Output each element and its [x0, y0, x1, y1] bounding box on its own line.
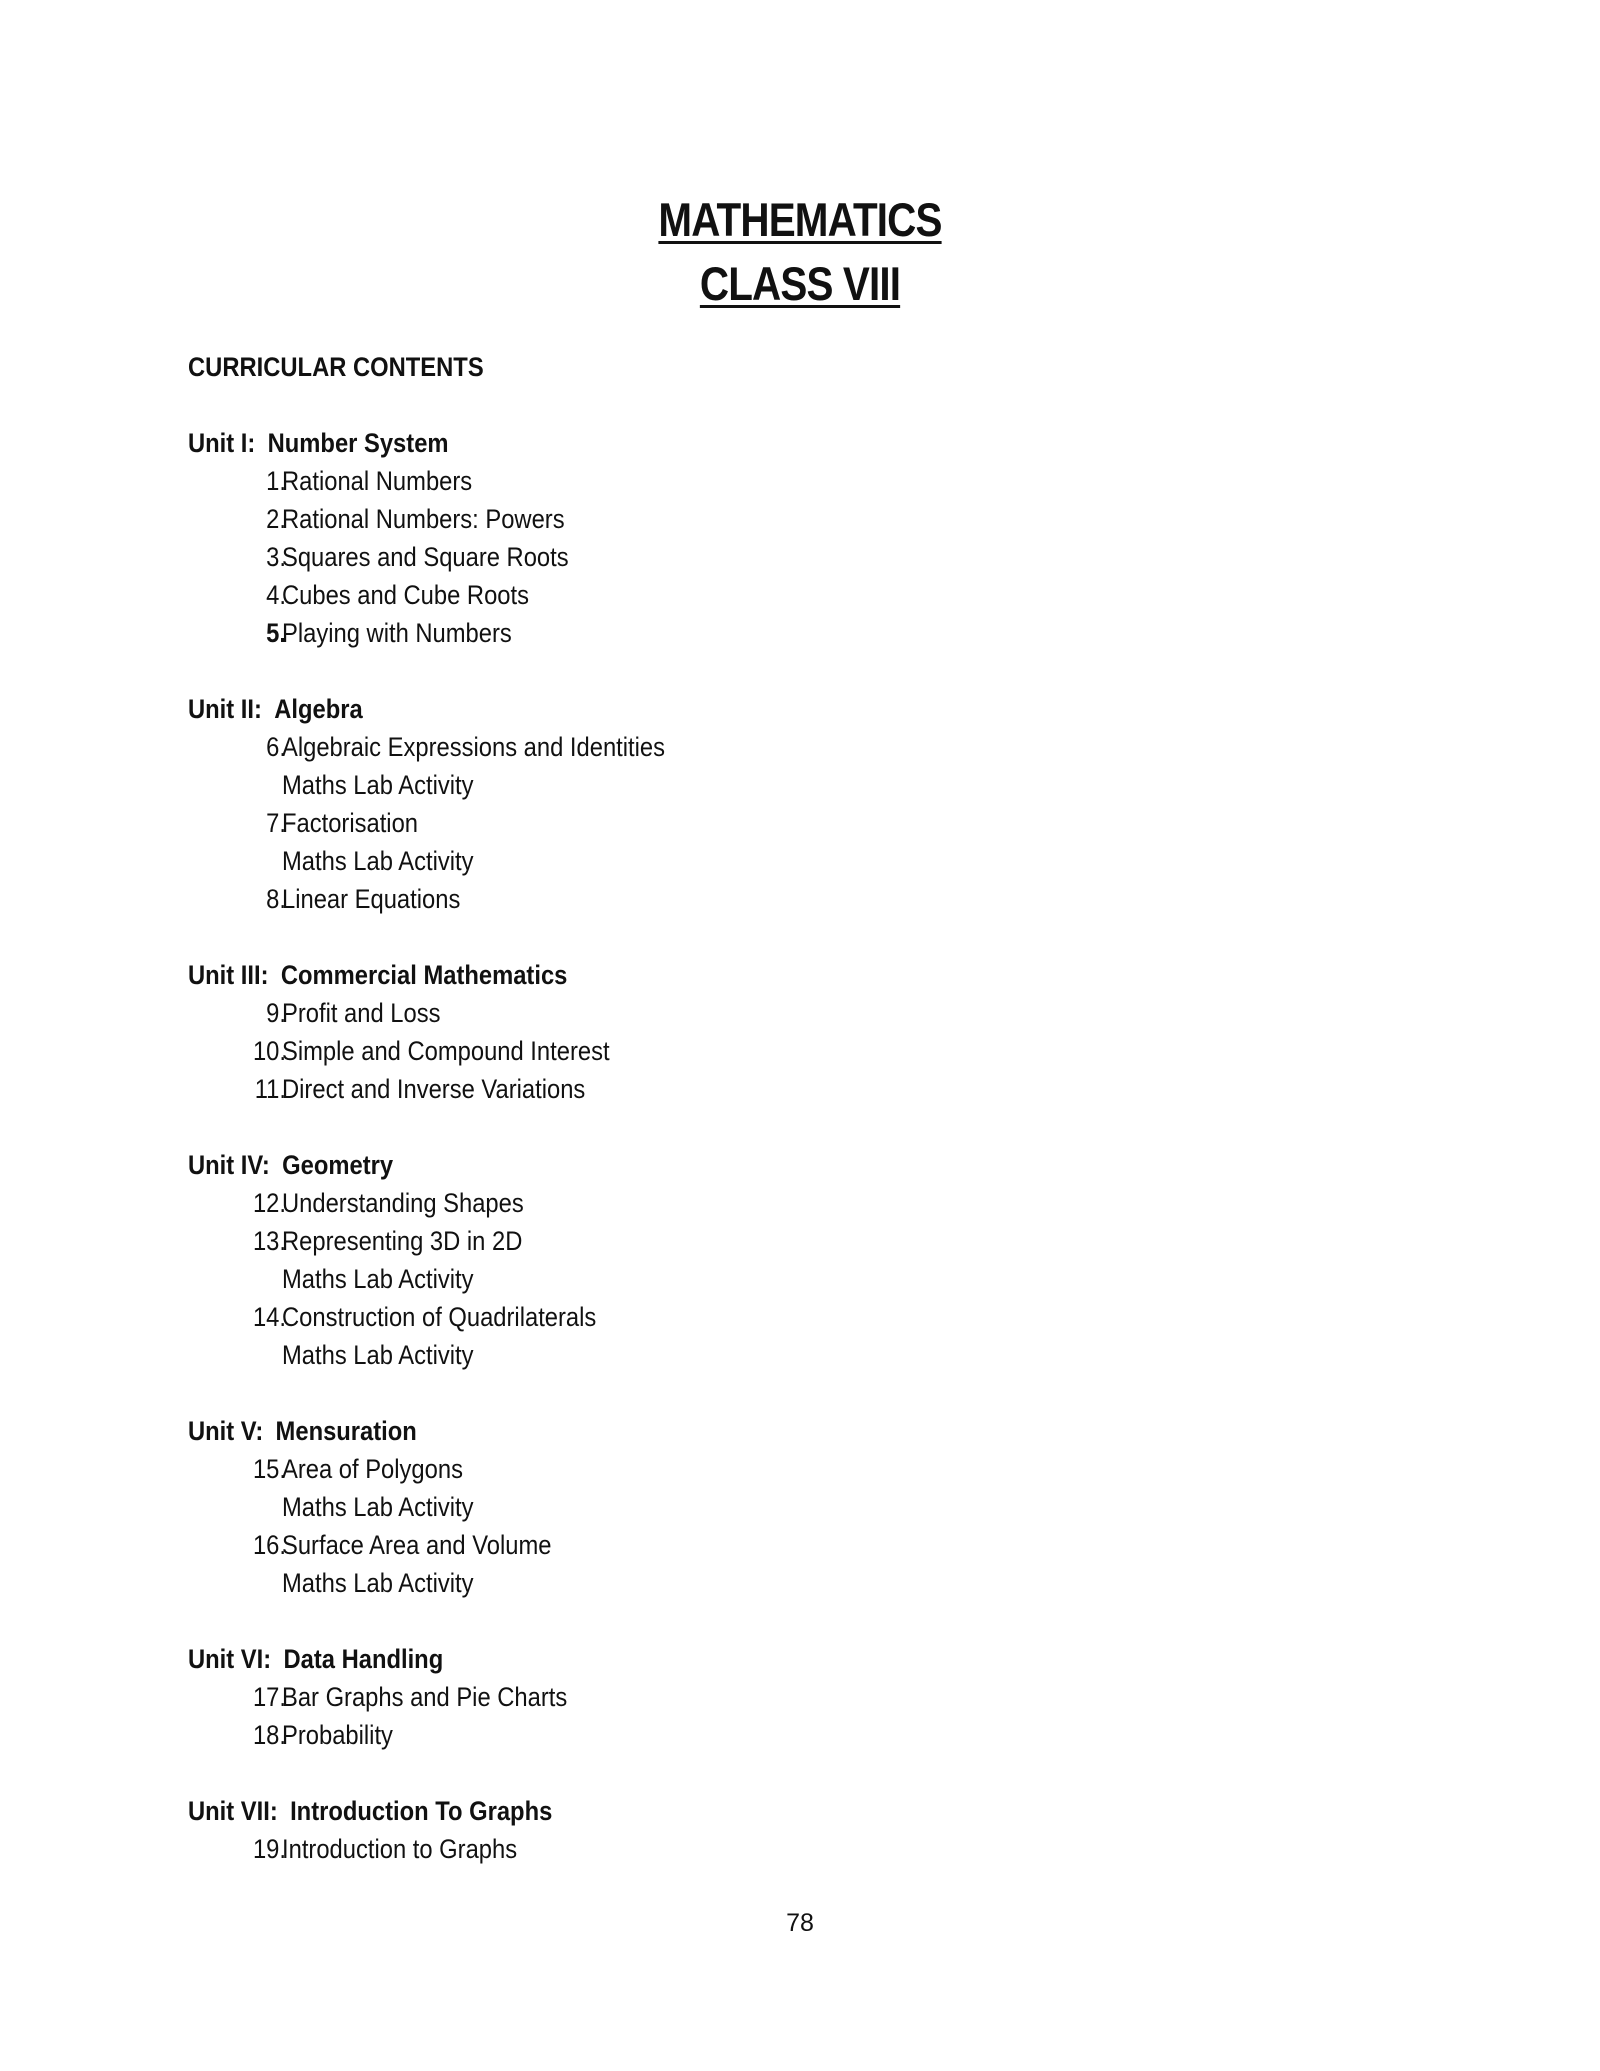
item-number: 4. — [266, 580, 286, 610]
list-item — [188, 1716, 1388, 1754]
unit-section — [188, 690, 1388, 918]
curricular-contents — [188, 348, 1388, 1906]
item-text: Bar Graphs and Pie Charts — [282, 1682, 568, 1712]
unit-heading — [188, 956, 1244, 994]
item-text: Direct and Inverse Variations — [282, 1074, 586, 1104]
unit-section — [188, 1412, 1388, 1602]
item-text: Maths Lab Activity — [282, 1264, 474, 1294]
item-text: Area of Polygons — [282, 1454, 463, 1484]
unit-heading — [188, 1640, 1244, 1678]
list-item — [188, 614, 1388, 652]
item-text: Rational Numbers: Powers — [282, 504, 565, 534]
list-item — [188, 1488, 1388, 1526]
list-item — [188, 1336, 1388, 1374]
item-number: 15. — [252, 1454, 286, 1484]
item-number: 19. — [252, 1834, 286, 1864]
unit-label: Unit VI: — [188, 1644, 272, 1674]
item-number: 8. — [266, 884, 286, 914]
list-item — [188, 1070, 1388, 1108]
item-text: Factorisation — [282, 808, 419, 838]
item-text: Maths Lab Activity — [282, 1568, 474, 1598]
list-item — [188, 1450, 1388, 1488]
item-number: 14. — [252, 1302, 286, 1332]
unit-section — [188, 956, 1388, 1108]
unit-heading — [188, 1792, 1244, 1830]
item-text: Maths Lab Activity — [282, 1340, 474, 1370]
list-item — [188, 766, 1388, 804]
item-number: 11. — [254, 1074, 286, 1104]
list-item — [188, 1298, 1388, 1336]
unit-name: Introduction To Graphs — [290, 1796, 553, 1826]
unit-section — [188, 424, 1388, 652]
item-number: 6. — [266, 732, 286, 762]
item-text: Playing with Numbers — [282, 618, 512, 648]
item-text: Rational Numbers — [282, 466, 473, 496]
item-number: 16. — [252, 1530, 286, 1560]
unit-section — [188, 1792, 1388, 1868]
item-text: Algebraic Expressions and Identities — [282, 732, 666, 762]
unit-section — [188, 1640, 1388, 1754]
item-text: Squares and Square Roots — [282, 542, 569, 572]
list-item — [188, 1032, 1388, 1070]
unit-name: Data Handling — [283, 1644, 444, 1674]
page-number: 78 — [786, 1909, 814, 1937]
list-item — [188, 1526, 1388, 1564]
unit-heading — [188, 1412, 1244, 1450]
item-number: 18. — [252, 1720, 286, 1750]
unit-label: Unit III: — [188, 960, 269, 990]
item-text: Cubes and Cube Roots — [282, 580, 530, 610]
item-text: Representing 3D in 2D — [282, 1226, 523, 1256]
unit-section — [188, 1146, 1388, 1374]
item-text: Construction of Quadrilaterals — [282, 1302, 597, 1332]
list-item — [188, 576, 1388, 614]
page-title: MATHEMATICS — [658, 193, 942, 246]
list-item — [188, 1260, 1388, 1298]
item-text: Introduction to Graphs — [282, 1834, 518, 1864]
unit-heading — [188, 1146, 1244, 1184]
list-item — [188, 994, 1388, 1032]
item-text: Surface Area and Volume — [282, 1530, 552, 1560]
unit-name: Geometry — [282, 1150, 394, 1180]
item-text: Profit and Loss — [282, 998, 441, 1028]
list-item — [188, 880, 1388, 918]
list-item — [188, 500, 1388, 538]
unit-name: Algebra — [274, 694, 363, 724]
title-block — [0, 188, 1600, 316]
item-number: 1. — [266, 466, 286, 496]
item-number: 9. — [266, 998, 286, 1028]
list-item — [188, 462, 1388, 500]
curricular-contents-heading: CURRICULAR CONTENTS — [188, 352, 484, 382]
item-text: Probability — [282, 1720, 393, 1750]
item-number: 5. — [266, 618, 286, 648]
unit-label: Unit VII: — [188, 1796, 278, 1826]
list-item — [188, 1564, 1388, 1602]
unit-label: Unit II: — [188, 694, 262, 724]
unit-label: Unit V: — [188, 1416, 264, 1446]
list-item — [188, 842, 1388, 880]
item-number: 7. — [266, 808, 286, 838]
unit-name: Number System — [267, 428, 449, 458]
page-subtitle: CLASS VIII — [699, 257, 901, 310]
list-item — [188, 728, 1388, 766]
item-text: Maths Lab Activity — [282, 846, 474, 876]
units-list — [188, 424, 1388, 1868]
item-number: 17. — [252, 1682, 286, 1712]
item-number: 12. — [252, 1188, 286, 1218]
item-text: Understanding Shapes — [282, 1188, 524, 1218]
unit-label: Unit IV: — [188, 1150, 270, 1180]
item-text: Maths Lab Activity — [282, 1492, 474, 1522]
unit-heading — [188, 690, 1244, 728]
list-item — [188, 538, 1388, 576]
item-number: 2. — [266, 504, 286, 534]
item-text: Maths Lab Activity — [282, 770, 474, 800]
item-text: Linear Equations — [282, 884, 461, 914]
list-item — [188, 1678, 1388, 1716]
list-item — [188, 1830, 1388, 1868]
list-item — [188, 804, 1388, 842]
item-number: 13. — [252, 1226, 286, 1256]
unit-label: Unit I: — [188, 428, 256, 458]
list-item — [188, 1222, 1388, 1260]
list-item — [188, 1184, 1388, 1222]
item-number: 3. — [266, 542, 286, 572]
unit-heading — [188, 424, 1244, 462]
unit-name: Commercial Mathematics — [280, 960, 568, 990]
item-number: 10. — [252, 1036, 286, 1066]
unit-name: Mensuration — [275, 1416, 417, 1446]
item-text: Simple and Compound Interest — [282, 1036, 610, 1066]
